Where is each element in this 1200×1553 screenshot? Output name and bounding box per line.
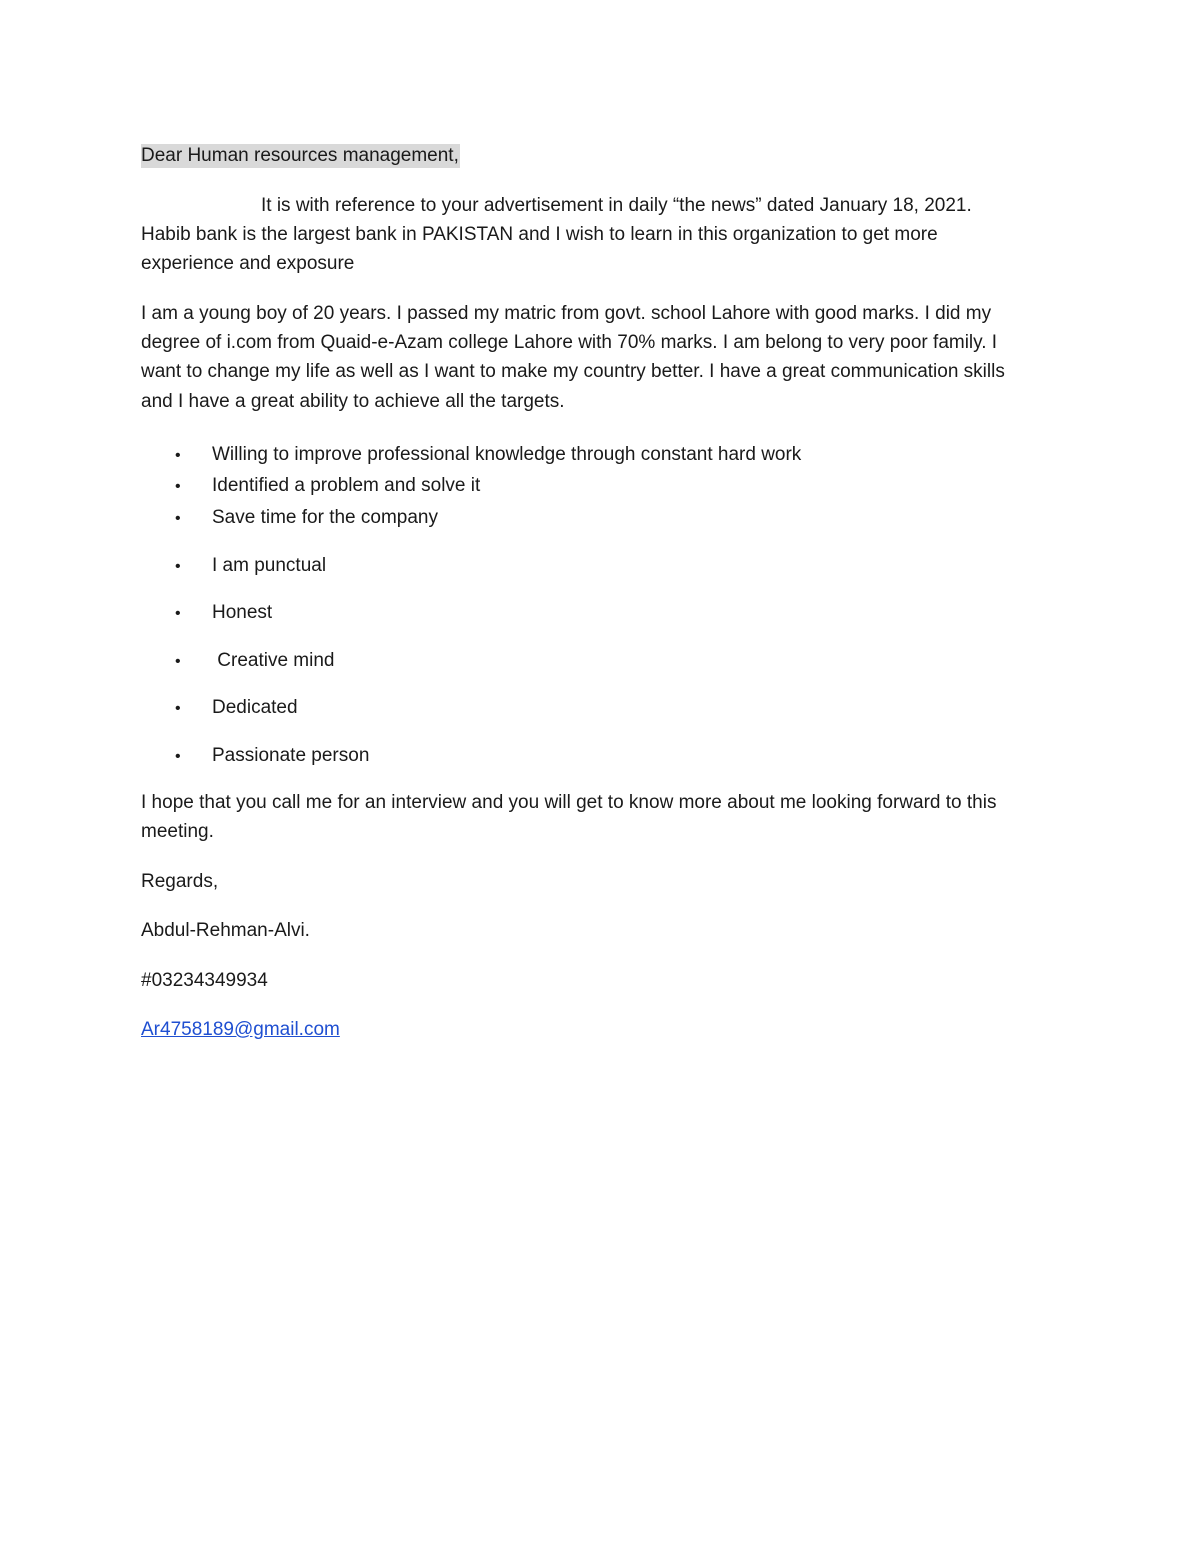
closing-line-1: I hope that you call me for an interview and you will get to know more about me looking forward to this: [141, 792, 997, 813]
regards: Regards,: [141, 871, 219, 892]
bullet-icon: •: [175, 605, 181, 622]
about-line-4: and I have a great ability to achieve all the targets.: [141, 391, 565, 412]
bullet-icon: •: [175, 700, 181, 717]
bullet-icon: •: [175, 748, 181, 765]
skill-item: Passionate person: [212, 745, 370, 766]
skill-item: Dedicated: [212, 697, 298, 718]
skill-item: I am punctual: [212, 555, 327, 576]
intro-line-3: experience and exposure: [141, 253, 355, 274]
intro-line-2: Habib bank is the largest bank in PAKISTAN and I wish to learn in this organization to get more: [141, 224, 938, 245]
skill-item: Honest: [212, 602, 273, 623]
salutation: [141, 144, 460, 168]
about-line-3: want to change my life as well as I want to make my country better. I have a great communication skills: [141, 361, 1005, 382]
phone-number: #03234349934: [141, 970, 268, 991]
bullet-icon: •: [175, 478, 181, 495]
bullet-icon: •: [175, 510, 181, 527]
signature-name: Abdul-Rehman-Alvi.: [141, 920, 310, 941]
bullet-icon: •: [175, 447, 181, 464]
intro-line-1: It is with reference to your advertisement in daily “the news” dated January 18, 2021.: [261, 195, 972, 216]
email-link[interactable]: Ar4758189@gmail.com: [141, 1019, 340, 1040]
bullet-icon: •: [175, 558, 181, 575]
about-line-2: degree of i.com from Quaid-e-Azam college Lahore with 70% marks. I am belong to very poor family. I: [141, 332, 998, 353]
skill-item: Save time for the company: [212, 507, 438, 528]
closing-line-2: meeting.: [141, 821, 214, 842]
skill-item: Willing to improve professional knowledge through constant hard work: [212, 444, 802, 465]
skill-item: Identified a problem and solve it: [212, 475, 481, 496]
salutation-text: Dear Human resources management,: [141, 145, 459, 166]
about-line-1: I am a young boy of 20 years. I passed my matric from govt. school Lahore with good marks. I did my: [141, 303, 992, 324]
skill-item: Creative mind: [212, 650, 335, 671]
bullet-icon: •: [175, 653, 181, 670]
